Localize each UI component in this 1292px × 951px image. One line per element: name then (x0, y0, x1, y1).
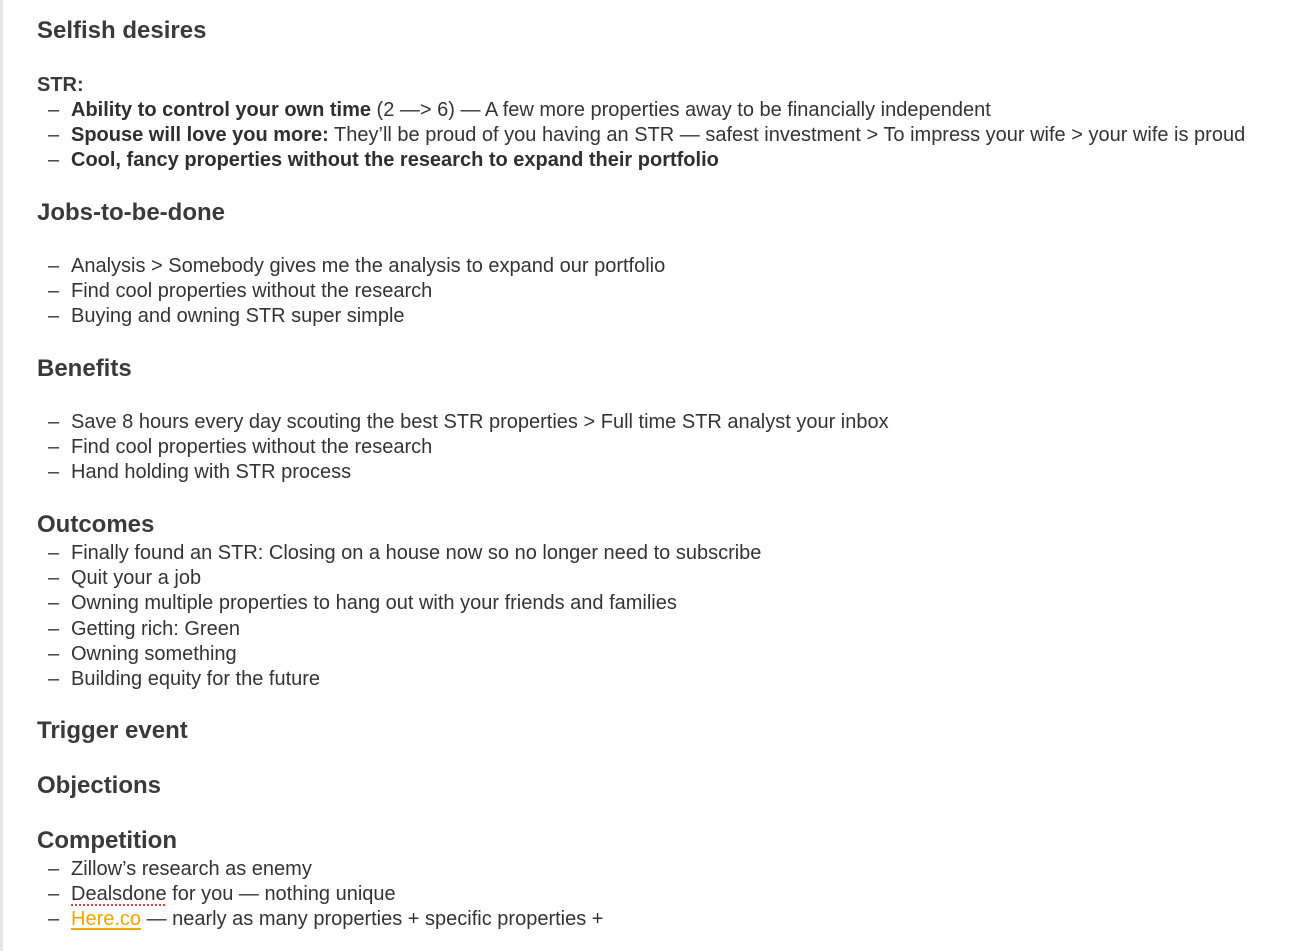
heading-objections: Objections (37, 772, 162, 799)
item-text: Analysis > Somebody gives me the analysis to expand our portfolio (71, 255, 666, 277)
dash-bullet: – (48, 642, 60, 665)
heading-outcomes: Outcomes (37, 511, 155, 538)
bold-text: Spouse will love you more: (71, 124, 329, 147)
dash-bullet: – (48, 436, 60, 459)
dash-bullet: – (48, 908, 60, 931)
item-text: (2 —> 6) — A few more properties away to be financially independent (371, 99, 991, 121)
dash-bullet: – (48, 280, 60, 303)
item-text: Find cool properties without the research (71, 280, 433, 303)
item-text: Buying and owning STR super simple (71, 305, 405, 328)
item-text: — nearly as many properties + specific properties + (141, 908, 604, 931)
item-text: Getting rich: Green (71, 617, 240, 640)
dash-bullet: – (48, 124, 60, 147)
heading-selfish-desires: Selfish desires (37, 17, 207, 44)
dash-bullet: – (48, 461, 60, 484)
item-text: Quit your a job (71, 567, 202, 590)
dash-bullet: – (48, 542, 60, 564)
bold-text: Cool, fancy properties without the research to expand their portfolio (71, 149, 719, 172)
heading-benefits: Benefits (37, 355, 132, 382)
item-text: Building equity for the future (71, 667, 321, 690)
dash-bullet: – (48, 667, 60, 690)
heading-competition: Competition (37, 827, 177, 854)
item-text: Find cool properties without the research (71, 436, 433, 459)
dash-bullet: – (48, 567, 60, 590)
item-text: Save 8 hours every day scouting the best STR properties > Full time STR analyst your inbox (71, 411, 889, 433)
heading-jobs-to-be-done: Jobs-to-be-done (37, 199, 225, 226)
here-co-link[interactable]: Here.co (71, 908, 142, 931)
dash-bullet: – (48, 883, 60, 906)
dash-bullet: – (48, 411, 60, 433)
dash-bullet: – (48, 149, 60, 172)
item-text: Owning multiple properties to hang out with your friends and families (71, 592, 677, 615)
dash-bullet: – (48, 858, 60, 880)
dash-bullet: – (48, 255, 60, 277)
str-label: STR: (37, 74, 84, 96)
dash-bullet: – (48, 617, 60, 640)
heading-trigger-event: Trigger event (37, 717, 188, 744)
item-text: Zillow’s research as enemy (71, 858, 312, 880)
item-text: for you — nothing unique (166, 883, 396, 906)
item-text: They’ll be proud of you having an STR — safest investment > To impress your wife > your wife is proud (328, 124, 1246, 147)
dash-bullet: – (48, 99, 60, 121)
item-text: Owning something (71, 642, 237, 665)
dash-bullet: – (48, 305, 60, 328)
bold-text: Ability to control your own time (71, 99, 371, 121)
item-text: Finally found an STR: Closing on a house now so no longer need to subscribe (71, 542, 762, 564)
misspelled-word[interactable]: Dealsdone (71, 883, 167, 906)
item-text: Hand holding with STR process (71, 461, 352, 484)
dash-bullet: – (48, 592, 60, 615)
